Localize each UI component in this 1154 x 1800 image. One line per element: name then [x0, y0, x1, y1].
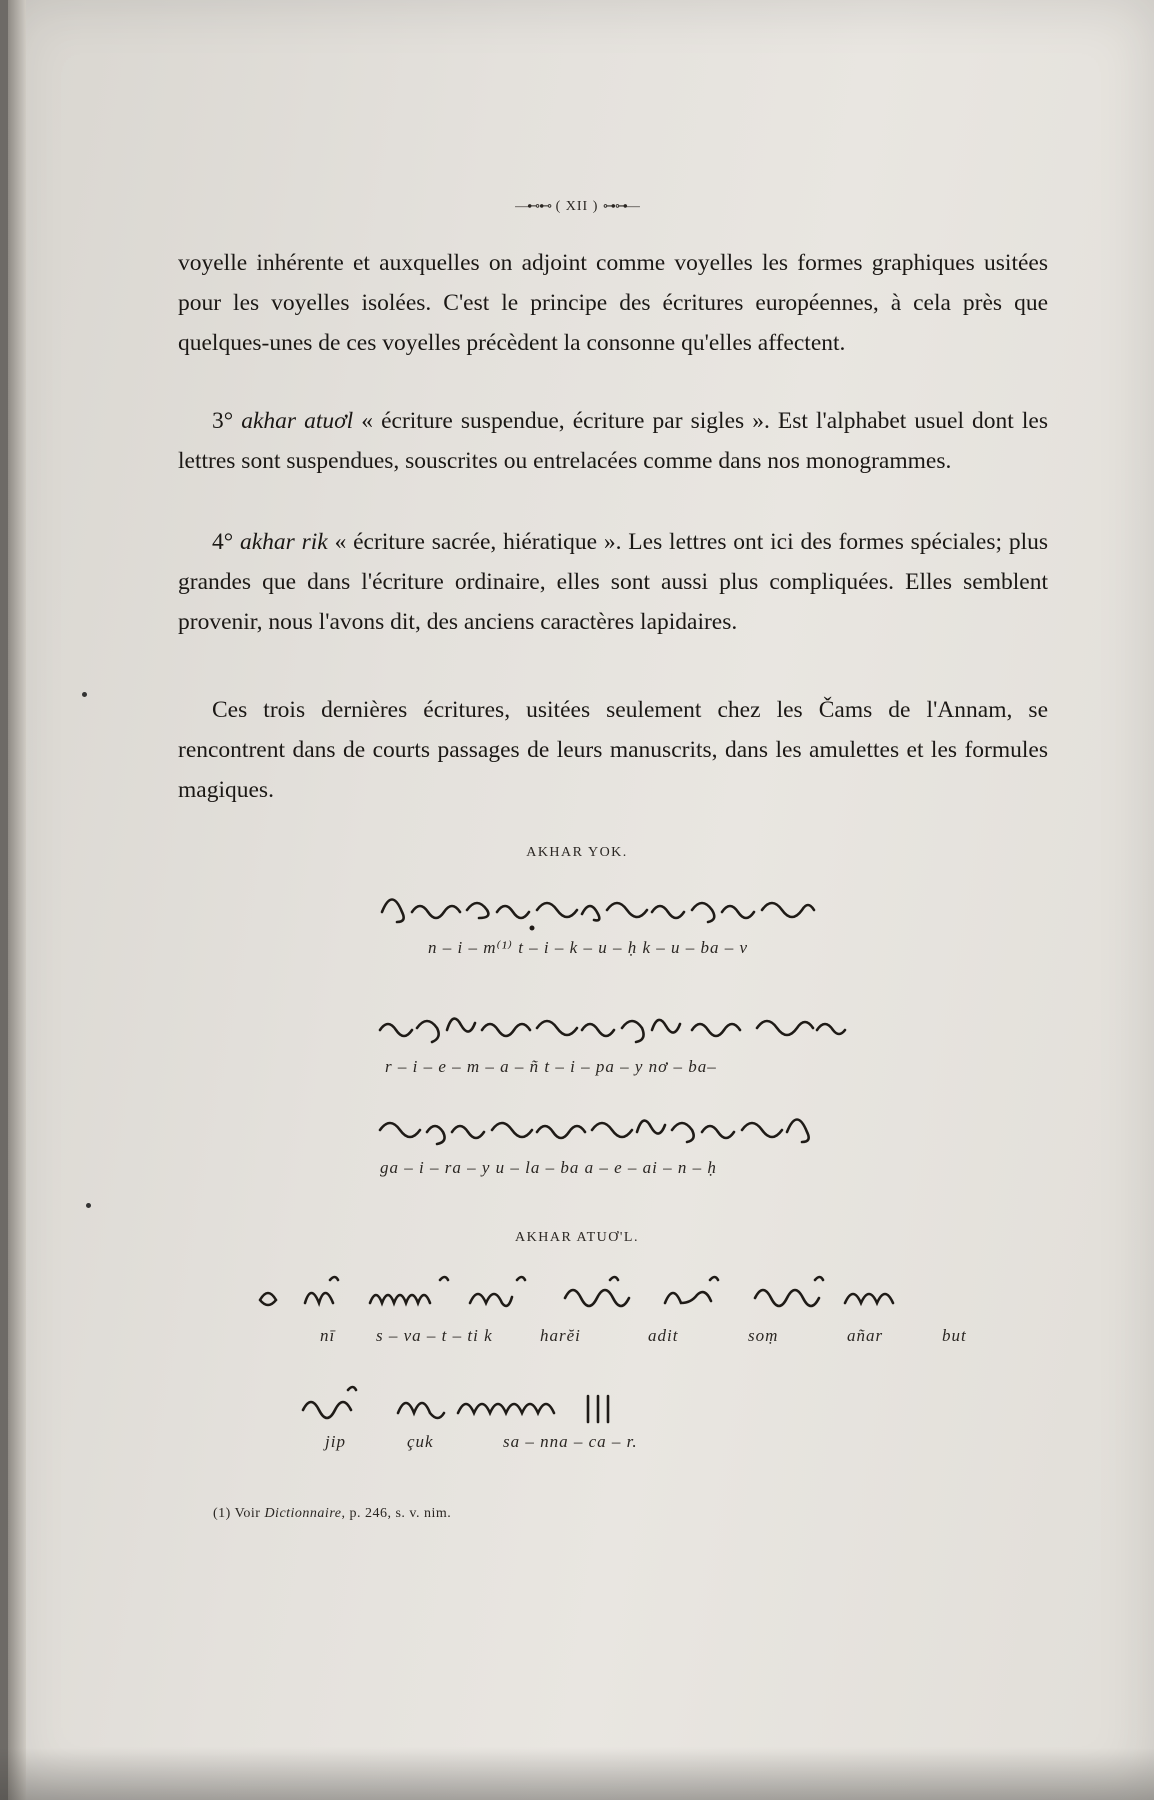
- paragraph-akhar-atuol: [178, 401, 1048, 481]
- cham-script-glyphs: [372, 1000, 852, 1055]
- section-title-akhar-atuol: AKHAR ATUƠ'L.: [515, 1230, 639, 1245]
- word: but: [942, 1326, 967, 1345]
- word: s – va – t – ti k: [376, 1326, 493, 1345]
- cham-atuol-script-line-2: [298, 1378, 698, 1433]
- word: jip: [325, 1432, 346, 1451]
- item-number: 3°: [212, 408, 234, 434]
- word: sa – nna – ca – r.: [503, 1432, 638, 1451]
- cham-script-glyphs: [372, 882, 832, 932]
- paragraph-akhar-rik: [178, 522, 1048, 642]
- cham-atuol-script-line-1: [255, 1268, 995, 1323]
- term-akhar-atuol: akhar atuơl: [241, 408, 354, 434]
- footnote-text-before: Voir: [234, 1506, 261, 1521]
- stray-dot: [86, 1203, 91, 1208]
- cham-script-glyphs: [372, 1102, 832, 1152]
- cham-script-line-1: [372, 882, 832, 932]
- section-title-akhar-yok: AKHAR YOK.: [526, 845, 628, 860]
- footnote-marker: (1): [213, 1506, 231, 1521]
- stray-dot: [82, 692, 87, 697]
- translit-line-2: r – i – e – m – a – ñ t – i – pa – y nơ – ba–: [385, 1057, 717, 1076]
- cham-script-line-3: [372, 1102, 832, 1152]
- item-text: « écriture suspendue, écriture par sigles ». Est l'alphabet usuel dont les lettres sont suspendues, souscrites ou entrelacées comme dans nos monogrammes.: [178, 408, 1049, 474]
- cham-script-glyphs: [298, 1378, 698, 1433]
- footnote: [213, 1506, 451, 1522]
- page-edge: [8, 0, 26, 1800]
- cham-script-line-2: [372, 1000, 852, 1055]
- word: adit: [648, 1326, 679, 1345]
- word: harĕi: [540, 1326, 581, 1345]
- page-number: ( XII ): [555, 199, 599, 214]
- paragraph-closing: Ces trois dernières écritures, usitées seulement chez les Čams de l'Annam, se rencontrent dans de courts passages de leurs manuscrits, dans les amulettes et les formules magiques.: [178, 697, 1048, 803]
- cham-script-glyphs: [255, 1268, 995, 1323]
- footnote-title: Dictionnaire: [264, 1506, 342, 1521]
- header-ornament-right: ⊶⊶—: [602, 198, 639, 213]
- footnote-text-after: , p. 246, s. v. nim.: [341, 1506, 452, 1521]
- term-akhar-rik: akhar rik: [239, 529, 328, 555]
- page-header: [0, 198, 1154, 215]
- word: nī: [320, 1326, 336, 1345]
- header-ornament-left: —⊷⊷: [515, 198, 552, 213]
- translit-line-1: n – i – m⁽¹⁾ t – i – k – u – ḥ k – u – ba – v: [428, 938, 749, 957]
- word: añar: [847, 1326, 884, 1345]
- item-text: « écriture sacrée, hiératique ». Les lettres ont ici des formes spéciales; plus grandes que dans l'écriture ordinaire, elles sont aussi plus compliquées. Elles semblent provenir, nous l'avons dit, des anciens caractères lapidaires.: [178, 529, 1049, 635]
- word: çuk: [407, 1432, 434, 1451]
- paragraph-vowels: voyelle inhérente et auxquelles on adjoint comme voyelles les formes graphiques usitées pour les voyelles isolées. C'est le principe des écritures européennes, à cela près que quelques-unes de ces voyelles précèdent la consonne qu'elles affectent.: [178, 250, 1048, 356]
- page-bottom-shadow: [0, 1748, 1154, 1800]
- item-number: 4°: [212, 529, 234, 555]
- word: soṃ: [748, 1326, 779, 1345]
- translit-line-3: ga – i – ra – y u – la – ba a – e – ai – n – ḥ: [380, 1158, 717, 1177]
